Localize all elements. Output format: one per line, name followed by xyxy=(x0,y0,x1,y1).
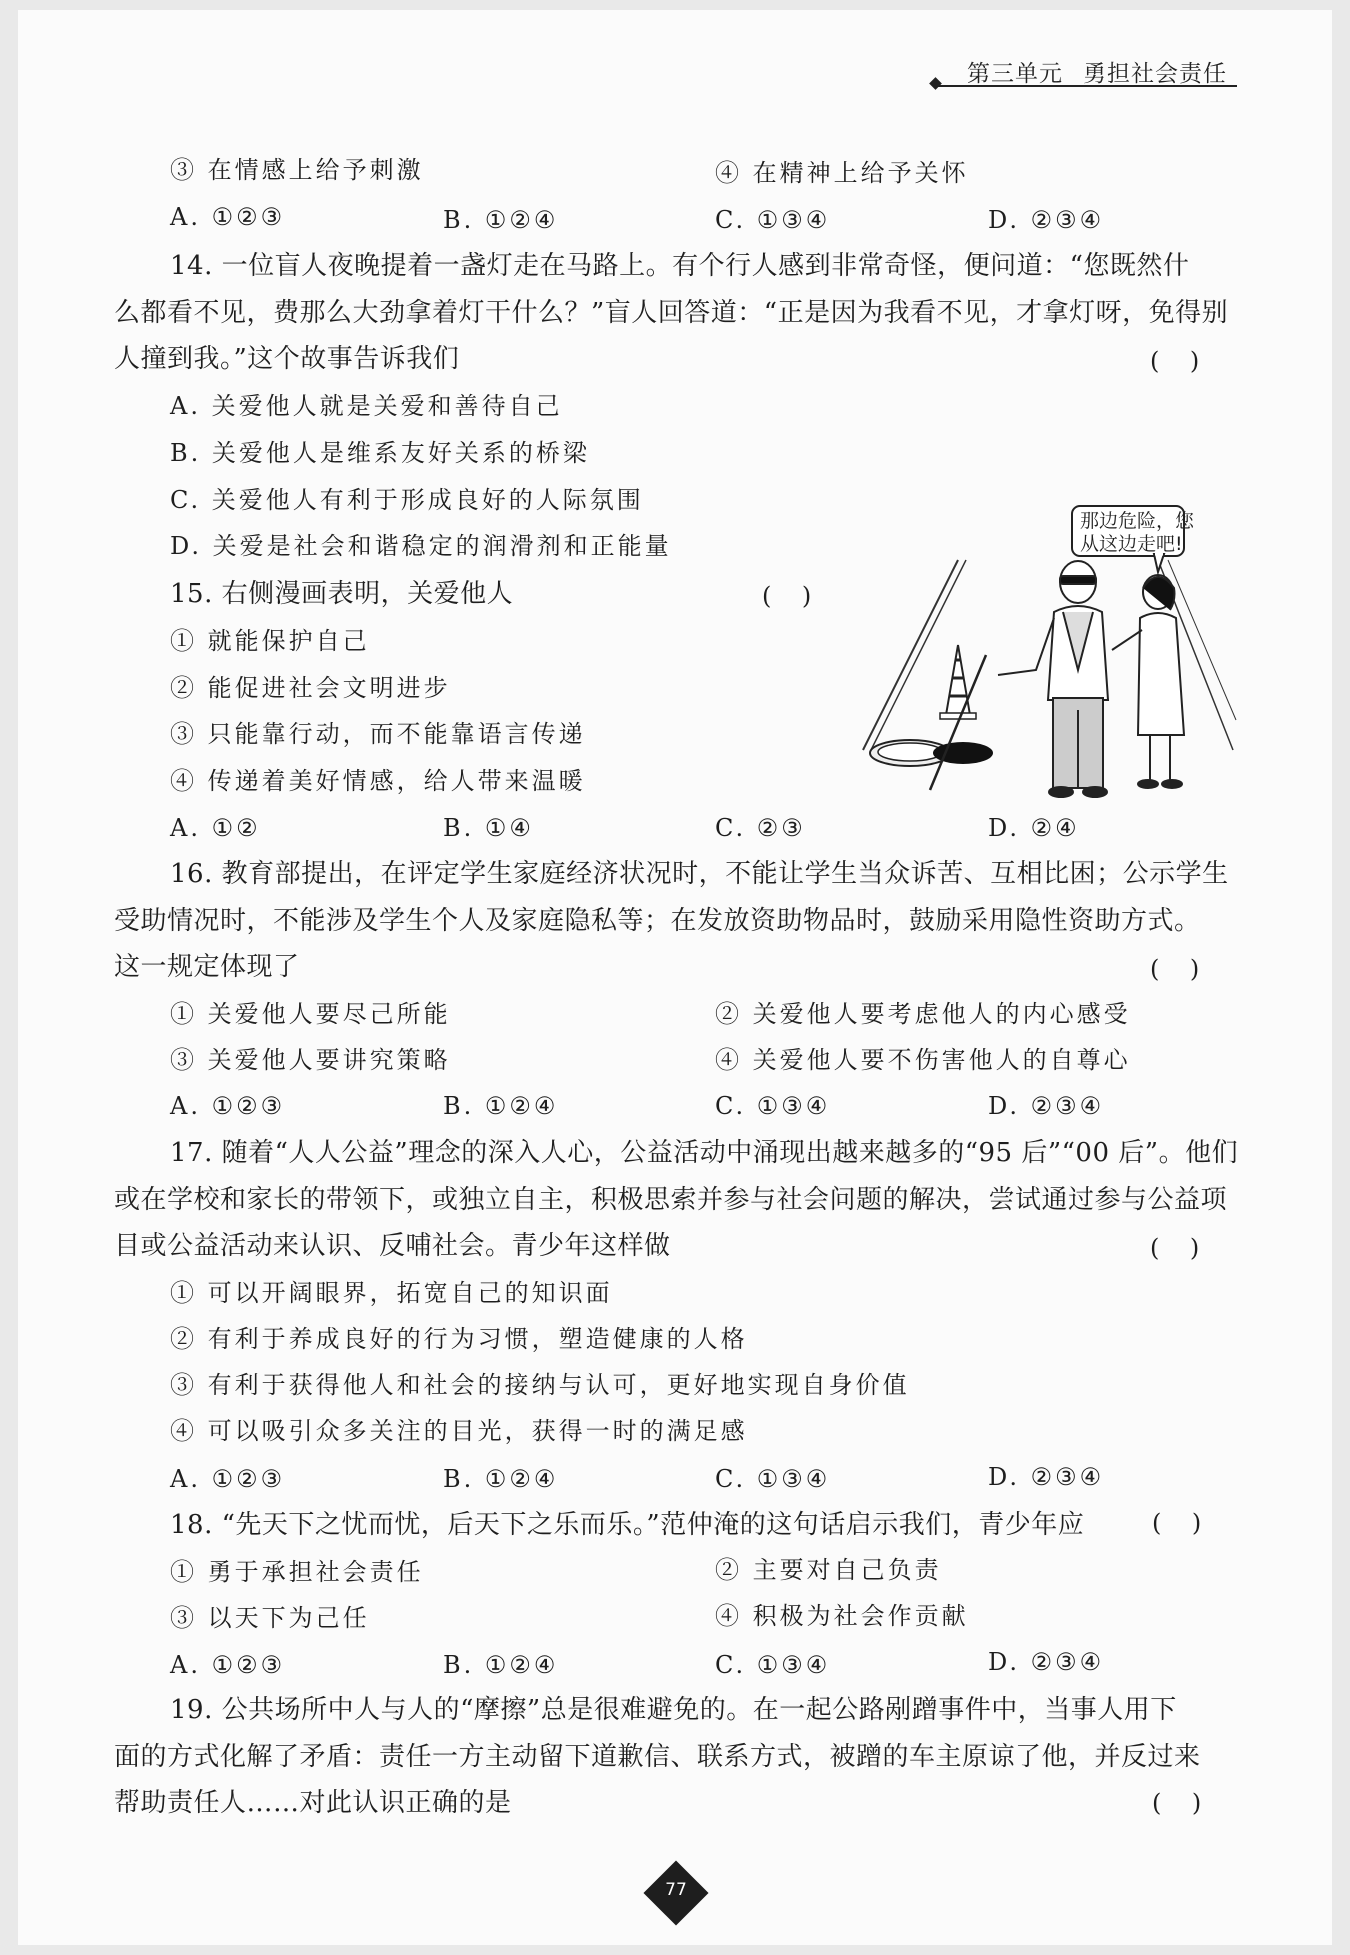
q19-stem-line3: 帮助责任人……对此认识正确的是 xyxy=(114,1788,512,1818)
q18-item-2: ② 主要对自己负责 xyxy=(715,1556,942,1584)
q15-stem: 15. 右侧漫画表明，关爱他人 xyxy=(170,579,514,609)
q19-stem-line1: 19. 公共场所中人与人的“摩擦”总是很难避免的。在一起公路剐蹭事件中，当事人用下 xyxy=(170,1695,1177,1725)
q16-choice-c[interactable]: C. ①③④ xyxy=(715,1092,831,1120)
q18-choice-b[interactable]: B. ①②④ xyxy=(443,1651,559,1679)
q17-stem-line3: 目或公益活动来认识、反哺社会。青少年这样做 xyxy=(114,1231,671,1261)
q17-item-2: ② 有利于养成良好的行为习惯，塑造健康的人格 xyxy=(170,1325,748,1353)
traffic-cone-icon xyxy=(940,645,976,719)
blind-man-figure xyxy=(998,561,1108,797)
q17-item-3: ③ 有利于获得他人和社会的接纳与认可，更好地实现自身价值 xyxy=(170,1371,910,1399)
q13-choice-c[interactable]: C. ①③④ xyxy=(715,206,831,234)
q16-stem-line2: 受助情况时，不能涉及学生个人及家庭隐私等；在发放资助物品时，鼓励采用隐性资助方式。 xyxy=(114,906,1201,936)
speech-bubble-line2: 从这边走吧! xyxy=(1080,533,1183,555)
q17-item-1: ① 可以开阔眼界，拓宽自己的知识面 xyxy=(170,1279,613,1307)
q15-item-1: ① 就能保护自己 xyxy=(170,627,370,655)
q16-choice-d[interactable]: D. ②③④ xyxy=(988,1092,1105,1120)
q17-answer-blank[interactable]: ( ) xyxy=(1150,1234,1200,1262)
q15-choice-b[interactable]: B. ①④ xyxy=(443,814,534,842)
q18-item-4: ④ 积极为社会作贡献 xyxy=(715,1602,969,1630)
q16-answer-blank[interactable]: ( ) xyxy=(1150,955,1200,983)
q17-item-4: ④ 可以吸引众多关注的目光，获得一时的满足感 xyxy=(170,1417,748,1445)
q13-choice-b[interactable]: B. ①②④ xyxy=(443,206,559,234)
open-manhole-icon xyxy=(870,740,993,766)
unit-label: 第三单元 xyxy=(967,61,1063,87)
q16-item-2: ② 关爱他人要考虑他人的内心感受 xyxy=(715,1000,1131,1028)
q14-stem-line3: 人撞到我。”这个故事告诉我们 xyxy=(114,344,460,374)
q16-stem-line1: 16. 教育部提出，在评定学生家庭经济状况时，不能让学生当众诉苦、互相比困；公示学生 xyxy=(170,859,1229,889)
q14-option-a[interactable]: A. 关爱他人就是关爱和善待自己 xyxy=(170,392,563,420)
q14-stem-line2: 么都看不见，费那么大劲拿着灯干什么？”盲人回答道：“正是因为我看不见，才拿灯呀，免得别 xyxy=(114,298,1229,328)
q18-item-3: ③ 以天下为己任 xyxy=(170,1604,370,1632)
q14-stem-line1: 14. 一位盲人夜晚提着一盏灯走在马路上。有个行人感到非常奇怪，便问道：“您既然什 xyxy=(170,251,1190,281)
q15-choice-a[interactable]: A. ①② xyxy=(170,814,261,842)
q13-option-4: ④ 在精神上给予关怀 xyxy=(715,159,969,187)
q19-stem-line2: 面的方式化解了矛盾：责任一方主动留下道歉信、联系方式，被蹭的车主原谅了他，并反过来 xyxy=(114,1742,1201,1772)
q13-choice-d[interactable]: D. ②③④ xyxy=(988,206,1105,234)
q18-choice-c[interactable]: C. ①③④ xyxy=(715,1651,831,1679)
q15-choice-c[interactable]: C. ②③ xyxy=(715,814,806,842)
q19-answer-blank[interactable]: ( ) xyxy=(1152,1789,1202,1817)
q18-item-1: ① 勇于承担社会责任 xyxy=(170,1558,424,1586)
q15-item-3: ③ 只能靠行动，而不能靠语言传递 xyxy=(170,720,586,748)
q15-answer-blank[interactable]: ( ) xyxy=(762,582,812,610)
q13-choice-a[interactable]: A. ①②③ xyxy=(170,203,286,231)
q14-option-b[interactable]: B. 关爱他人是维系友好关系的桥梁 xyxy=(170,439,590,467)
q16-item-4: ④ 关爱他人要不伤害他人的自尊心 xyxy=(715,1046,1131,1074)
q15-choice-d[interactable]: D. ②④ xyxy=(988,814,1080,842)
q17-choice-b[interactable]: B. ①②④ xyxy=(443,1465,559,1493)
speech-bubble-line1: 那边危险，您 xyxy=(1080,510,1195,532)
q16-item-1: ① 关爱他人要尽己所能 xyxy=(170,1000,451,1028)
q17-choice-a[interactable]: A. ①②③ xyxy=(170,1465,286,1493)
q18-choice-a[interactable]: A. ①②③ xyxy=(170,1651,286,1679)
q13-option-3: ③ 在情感上给予刺激 xyxy=(170,156,424,184)
q14-answer-blank[interactable]: ( ) xyxy=(1150,347,1200,375)
q16-stem-line3: 这一规定体现了 xyxy=(114,952,300,982)
q18-choice-d[interactable]: D. ②③④ xyxy=(988,1648,1105,1676)
page-number: 77 xyxy=(665,1880,687,1900)
q17-stem-line1: 17. 随着“人人公益”理念的深入人心，公益活动中涌现出越来越多的“95 后”“00 后”。他们 xyxy=(170,1138,1239,1168)
q16-item-3: ③ 关爱他人要讲究策略 xyxy=(170,1046,451,1074)
q14-option-d[interactable]: D. 关爱是社会和谐稳定的润滑剂和正能量 xyxy=(170,532,672,560)
q18-answer-blank[interactable]: ( ) xyxy=(1152,1509,1202,1537)
q16-choice-a[interactable]: A. ①②③ xyxy=(170,1092,286,1120)
q17-choice-d[interactable]: D. ②③④ xyxy=(988,1463,1105,1491)
q17-choice-c[interactable]: C. ①③④ xyxy=(715,1465,831,1493)
q15-item-2: ② 能促进社会文明进步 xyxy=(170,674,451,702)
q17-stem-line2: 或在学校和家长的带领下，或独立自主，积极思索并参与社会问题的解决，尝试通过参与公益项 xyxy=(114,1185,1228,1215)
unit-title: 勇担社会责任 xyxy=(1083,61,1227,87)
helping-woman-figure xyxy=(1112,575,1184,788)
q15-item-4: ④ 传递着美好情感，给人带来温暖 xyxy=(170,767,586,795)
q16-choice-b[interactable]: B. ①②④ xyxy=(443,1092,559,1120)
q14-option-c[interactable]: C. 关爱他人有利于形成良好的人际氛围 xyxy=(170,486,644,514)
q18-stem: 18. “先天下之忧而忧，后天下之乐而乐。”范仲淹的这句话启示我们，青少年应 xyxy=(170,1510,1085,1540)
